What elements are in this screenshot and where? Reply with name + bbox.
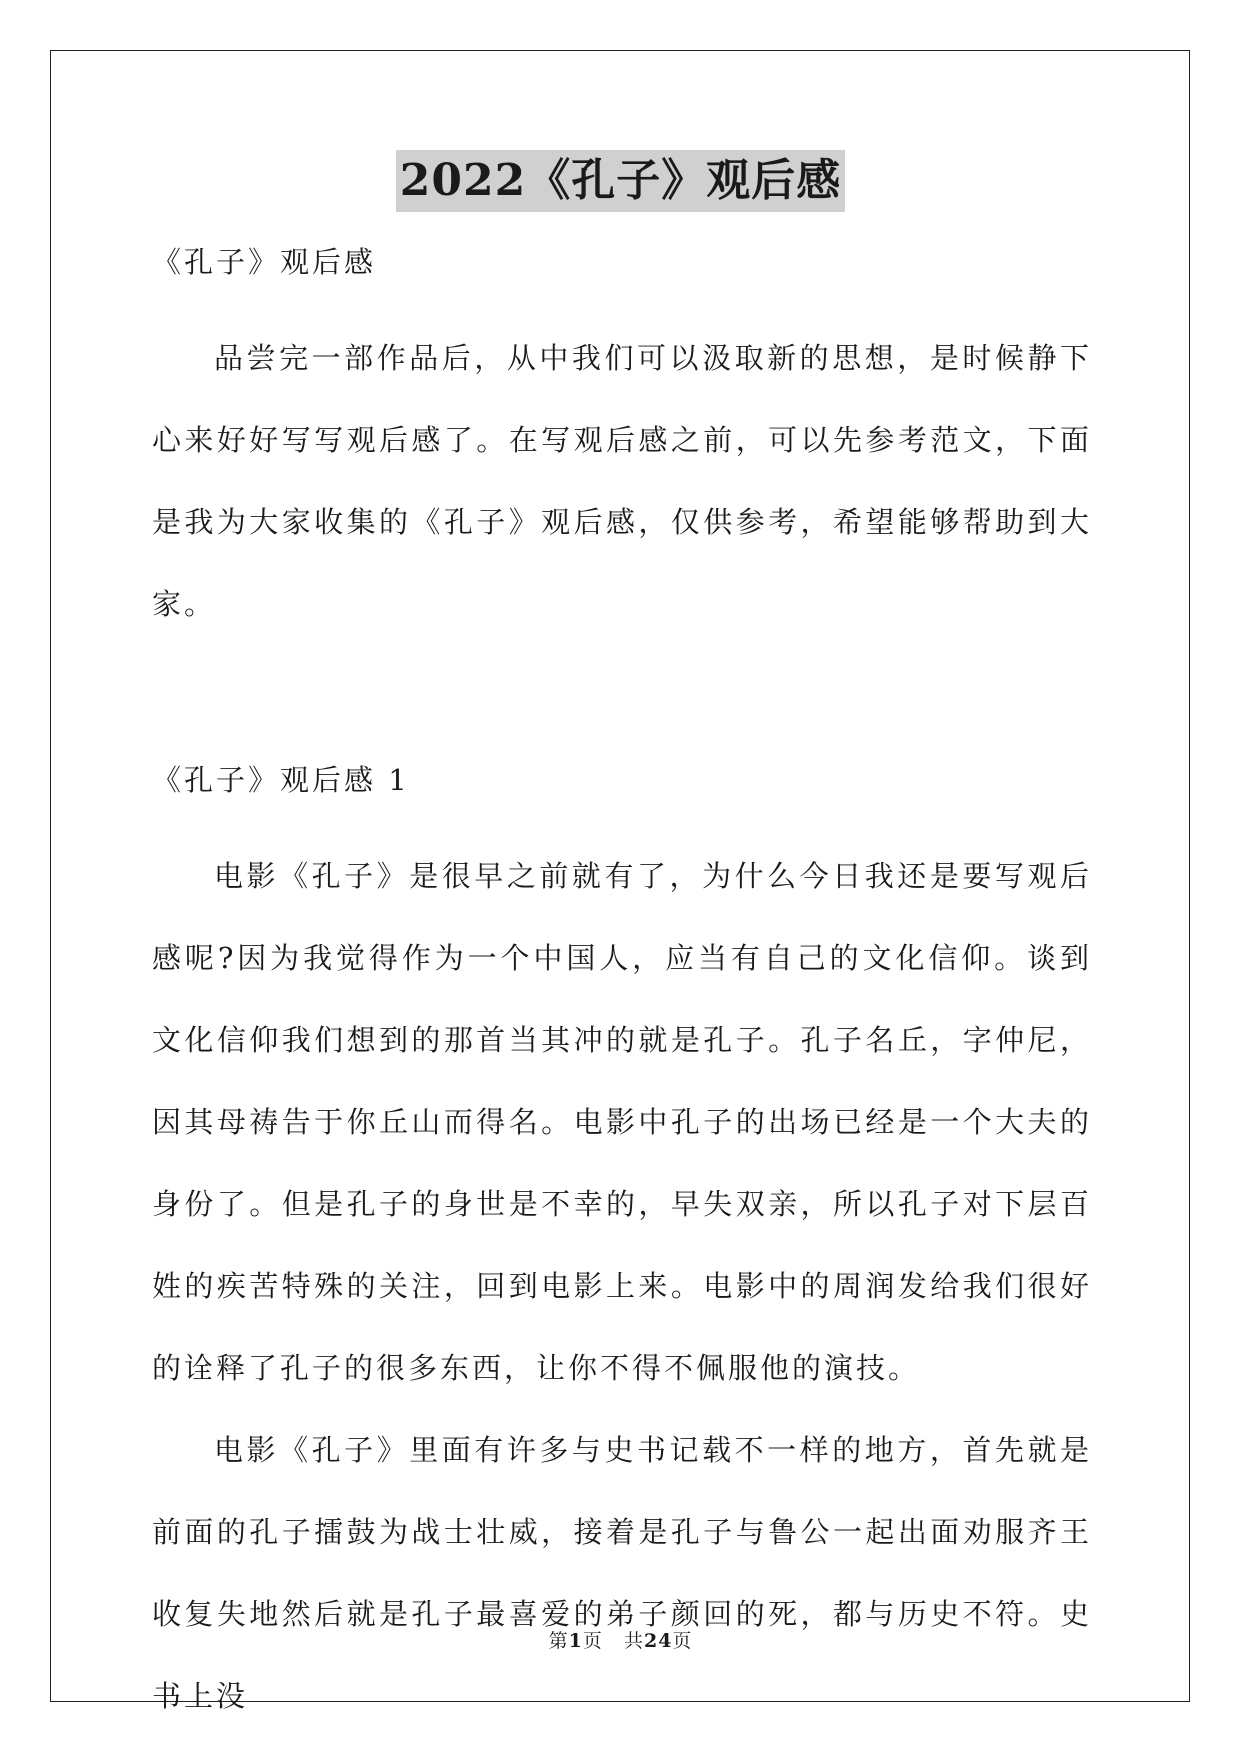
spacer <box>152 645 1092 753</box>
total-pages: 24 <box>643 1630 673 1652</box>
spacer <box>152 807 1092 835</box>
section-heading: 《孔子》观后感 <box>152 245 377 279</box>
footer-total-prefix: 共 <box>623 1630 644 1652</box>
intro-paragraph: 品尝完一部作品后，从中我们可以汲取新的思想，是时候静下心来好好写写观后感了。在写观后感之前，可以先参考范文，下面是我为大家收集的《孔子》观后感，仅供参考，希望能够帮助到大家。 <box>152 341 1092 621</box>
body-paragraph: 电影《孔子》是很早之前就有了，为什么今日我还是要写观后感呢?因为我觉得作为一个中国人，应当有自己的文化信仰。谈到文化信仰我们想到的那首当其冲的就是孔子。孔子名丘，字仲尼，因其母祷告于你丘山而得名。电影中孔子的出场已经是一个大夫的身份了。但是孔子的身世是不幸的，早失双亲，所以孔子对下层百姓的疾苦特殊的关注，回到电影上来。电影中的周润发给我们很好的诠释了孔子的很多东西，让你不得不佩服他的演技。 <box>152 859 1092 1385</box>
page-footer <box>0 1626 1241 1653</box>
footer-total-suffix: 页 <box>672 1630 693 1652</box>
title-wrap <box>0 150 1241 212</box>
document-title: 2022《孔子》观后感 <box>396 150 845 212</box>
body-paragraph: 电影《孔子》里面有许多与史书记载不一样的地方，首先就是前面的孔子擂鼓为战士壮威，接着是孔子与鲁公一起出面劝服齐王收复失地然后就是孔子最喜爱的弟子颜回的死，都与历史不符。史书上没 <box>152 1433 1092 1713</box>
spacer <box>152 289 1092 317</box>
footer-page-suffix: 页 <box>582 1630 603 1652</box>
footer-prefix: 第 <box>548 1630 569 1652</box>
section-heading: 《孔子》观后感 1 <box>152 763 410 797</box>
document-body <box>152 235 1092 1737</box>
page-number: 1 <box>568 1630 583 1652</box>
